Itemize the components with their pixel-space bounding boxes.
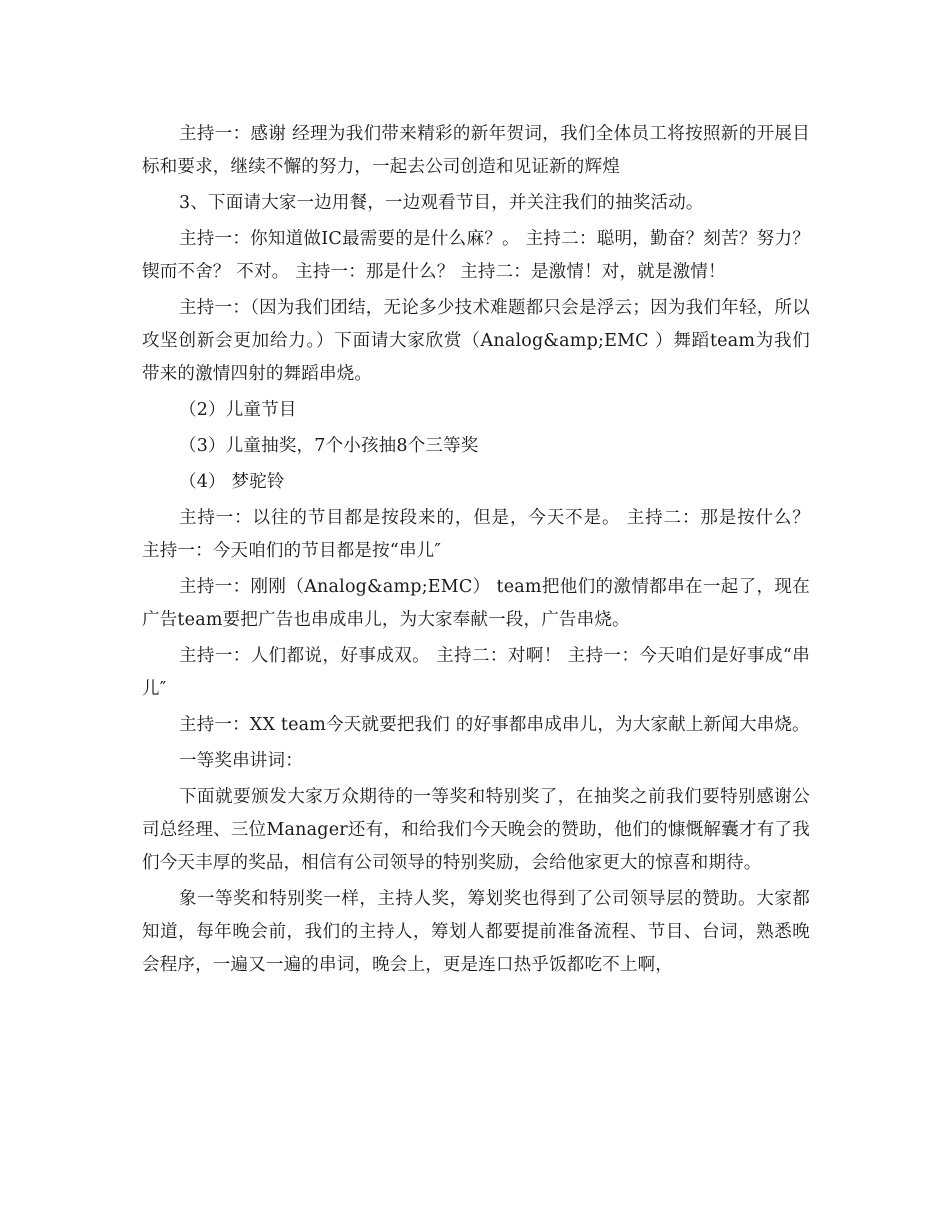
paragraph-ic-passion-dialogue: 主持一：你知道做IC最需要的是什么麻？。 主持二：聪明，勤奋？刻苦？努力？锲而不舍？ 不对。 主持一：那是什么？ 主持二：是激情！对，就是激情！ <box>142 229 810 282</box>
paragraph-good-things-pair: 主持一：人们都说，好事成双。 主持二：对啊！ 主持一：今天咱们是好事成“串儿″ <box>142 646 810 699</box>
paragraph-news-skewer: 主持一：XX team今天就要把我们 的好事都串成串儿，为大家献上新闻大串烧。 <box>179 715 810 735</box>
paragraph-dinner-program: 3、下面请大家一边用餐，一边观看节目，并关注我们的抽奖活动。 <box>179 193 704 213</box>
paragraph-children-lottery: （3）儿童抽奖，7个小孩抽8个三等奖 <box>179 436 479 456</box>
paragraph-skewer-dialogue: 主持一：以往的节目都是按段来的，但是，今天不是。 主持二：那是按什么？ 主持一：今天咱们的节目都是按“串儿″ <box>142 508 810 561</box>
paragraph-first-prize-speech: 下面就要颁发大家万众期待的一等奖和特别奖了，在抽奖之前我们要特别感谢公司总经理、三位Manager还有，和给我们今天晚会的赞助，他们的慷慨解囊才有了我们今天丰厚的奖品，相信有公司领导的特别奖励，会给他家更大的惊喜和期待。 <box>142 787 810 873</box>
paragraph-ad-skewer: 主持一：刚刚（Analog&amp;EMC） team把他们的激情都串在一起了，现在 广告team要把广告也串成串儿，为大家奉献一段，广告串烧。 <box>142 577 810 630</box>
paragraph-children-program: （2）儿童节目 <box>179 400 297 420</box>
paragraph-host-award: 象一等奖和特别奖一样，主持人奖，筹划奖也得到了公司领导层的赞助。大家都知道，每年晚会前，我们的主持人，筹划人都要提前准备流程、节目、台词，熟悉晚会程序，一遍又一遍的串词，晚会上，更是连口热乎饭都吃不上啊， <box>142 889 810 975</box>
paragraph-thanks-manager: 主持一：感谢 经理为我们带来精彩的新年贺词，我们全体员工将按照新的开展目标和要求，继续不懈的努力，一起去公司创造和见证新的辉煌 <box>142 124 810 177</box>
paragraph-first-prize-heading: 一等奖串讲词： <box>179 751 303 771</box>
paragraph-dance-intro: 主持一：（因为我们团结，无论多少技术难题都只会是浮云；因为我们年轻，所以攻坚创新会更加给力。）下面请大家欣赏（Analog&amp;EMC ）舞蹈team为我们带来的激情四射的舞蹈串烧。 <box>142 298 810 384</box>
paragraph-camel-bell: （4） 梦驼铃 <box>179 472 285 492</box>
